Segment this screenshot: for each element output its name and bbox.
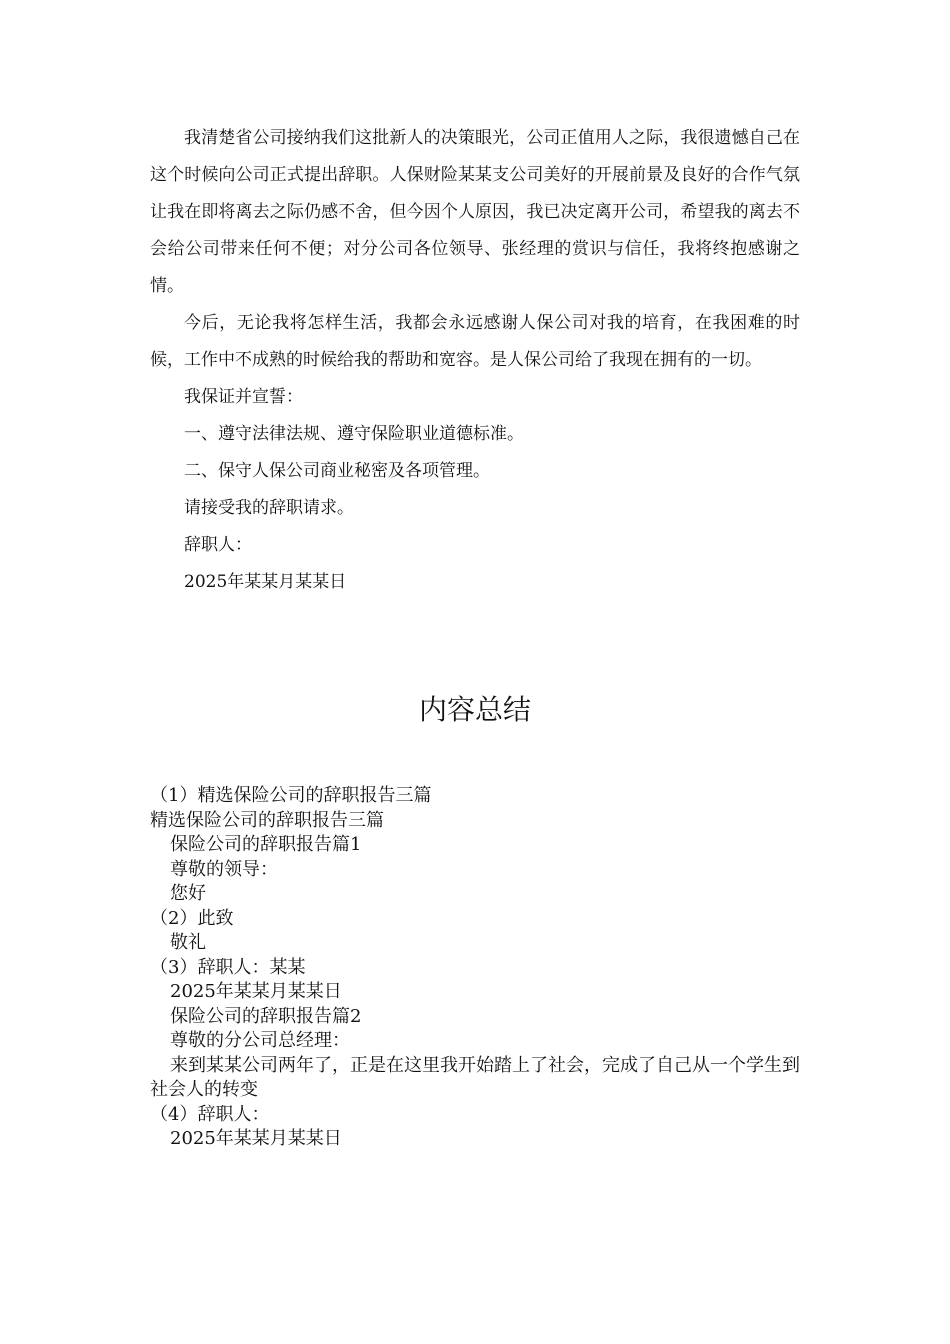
summary-line: 保险公司的辞职报告篇1 [170, 834, 362, 855]
summary-list [150, 784, 800, 1152]
summary-line: 2025年某某月某某日 [170, 981, 342, 1002]
letter-pledge-item-1: 一、遵守法律法规、遵守保险职业道德标准。 [184, 424, 524, 444]
letter-date: 2025年某某月某某日 [184, 572, 347, 592]
summary-line: （1）精选保险公司的辞职报告三篇 [150, 785, 432, 806]
summary-line: 来到某某公司两年了，正是在这里我开始踏上了社会，完成了自己从一个学生到社会人的转变 [150, 1054, 800, 1100]
letter-signatory: 辞职人： [184, 535, 252, 555]
summary-line: 尊敬的分公司总经理： [170, 1030, 350, 1051]
summary-line: 您好 [170, 883, 206, 904]
summary-line: （4）辞职人： [150, 1103, 270, 1125]
letter-paragraph-gratitude: 我清楚省公司接纳我们这批新人的决策眼光，公司正值用人之际，我很遗憾自己在这个时候向公司正式提出辞职。人保财险某某支公司美好的开展前景及良好的合作气氛让我在即将离去之际仍感不舍，但今因个人原因，我已决定离开公司，希望我的离去不会给公司带来任何不便；对分公司各位领导、张经理的赏识与信任，我将终抱感谢之情。 [150, 128, 800, 296]
summary-line: （3）辞职人：某某 [150, 956, 306, 978]
letter-request: 请接受我的辞职请求。 [184, 498, 354, 518]
letter-paragraph-future: 今后，无论我将怎样生活，我都会永远感谢人保公司对我的培育，在我困难的时候，工作中不成熟的时候给我的帮助和宽容。是人保公司给了我现在拥有的一切。 [150, 313, 800, 370]
summary-title: 内容总结 [418, 693, 531, 726]
summary-line: 2025年某某月某某日 [170, 1128, 342, 1149]
letter-pledge-item-2: 二、保守人保公司商业秘密及各项管理。 [184, 461, 490, 481]
summary-line: 精选保险公司的辞职报告三篇 [150, 809, 384, 831]
summary-line: 保险公司的辞职报告篇2 [170, 1005, 362, 1027]
summary-line: （2）此致 [150, 907, 234, 929]
summary-line: 尊敬的领导： [170, 858, 278, 880]
letter-body [150, 120, 800, 601]
summary-line: 敬礼 [170, 932, 206, 953]
letter-paragraph-pledge: 我保证并宣誓： [184, 387, 303, 407]
